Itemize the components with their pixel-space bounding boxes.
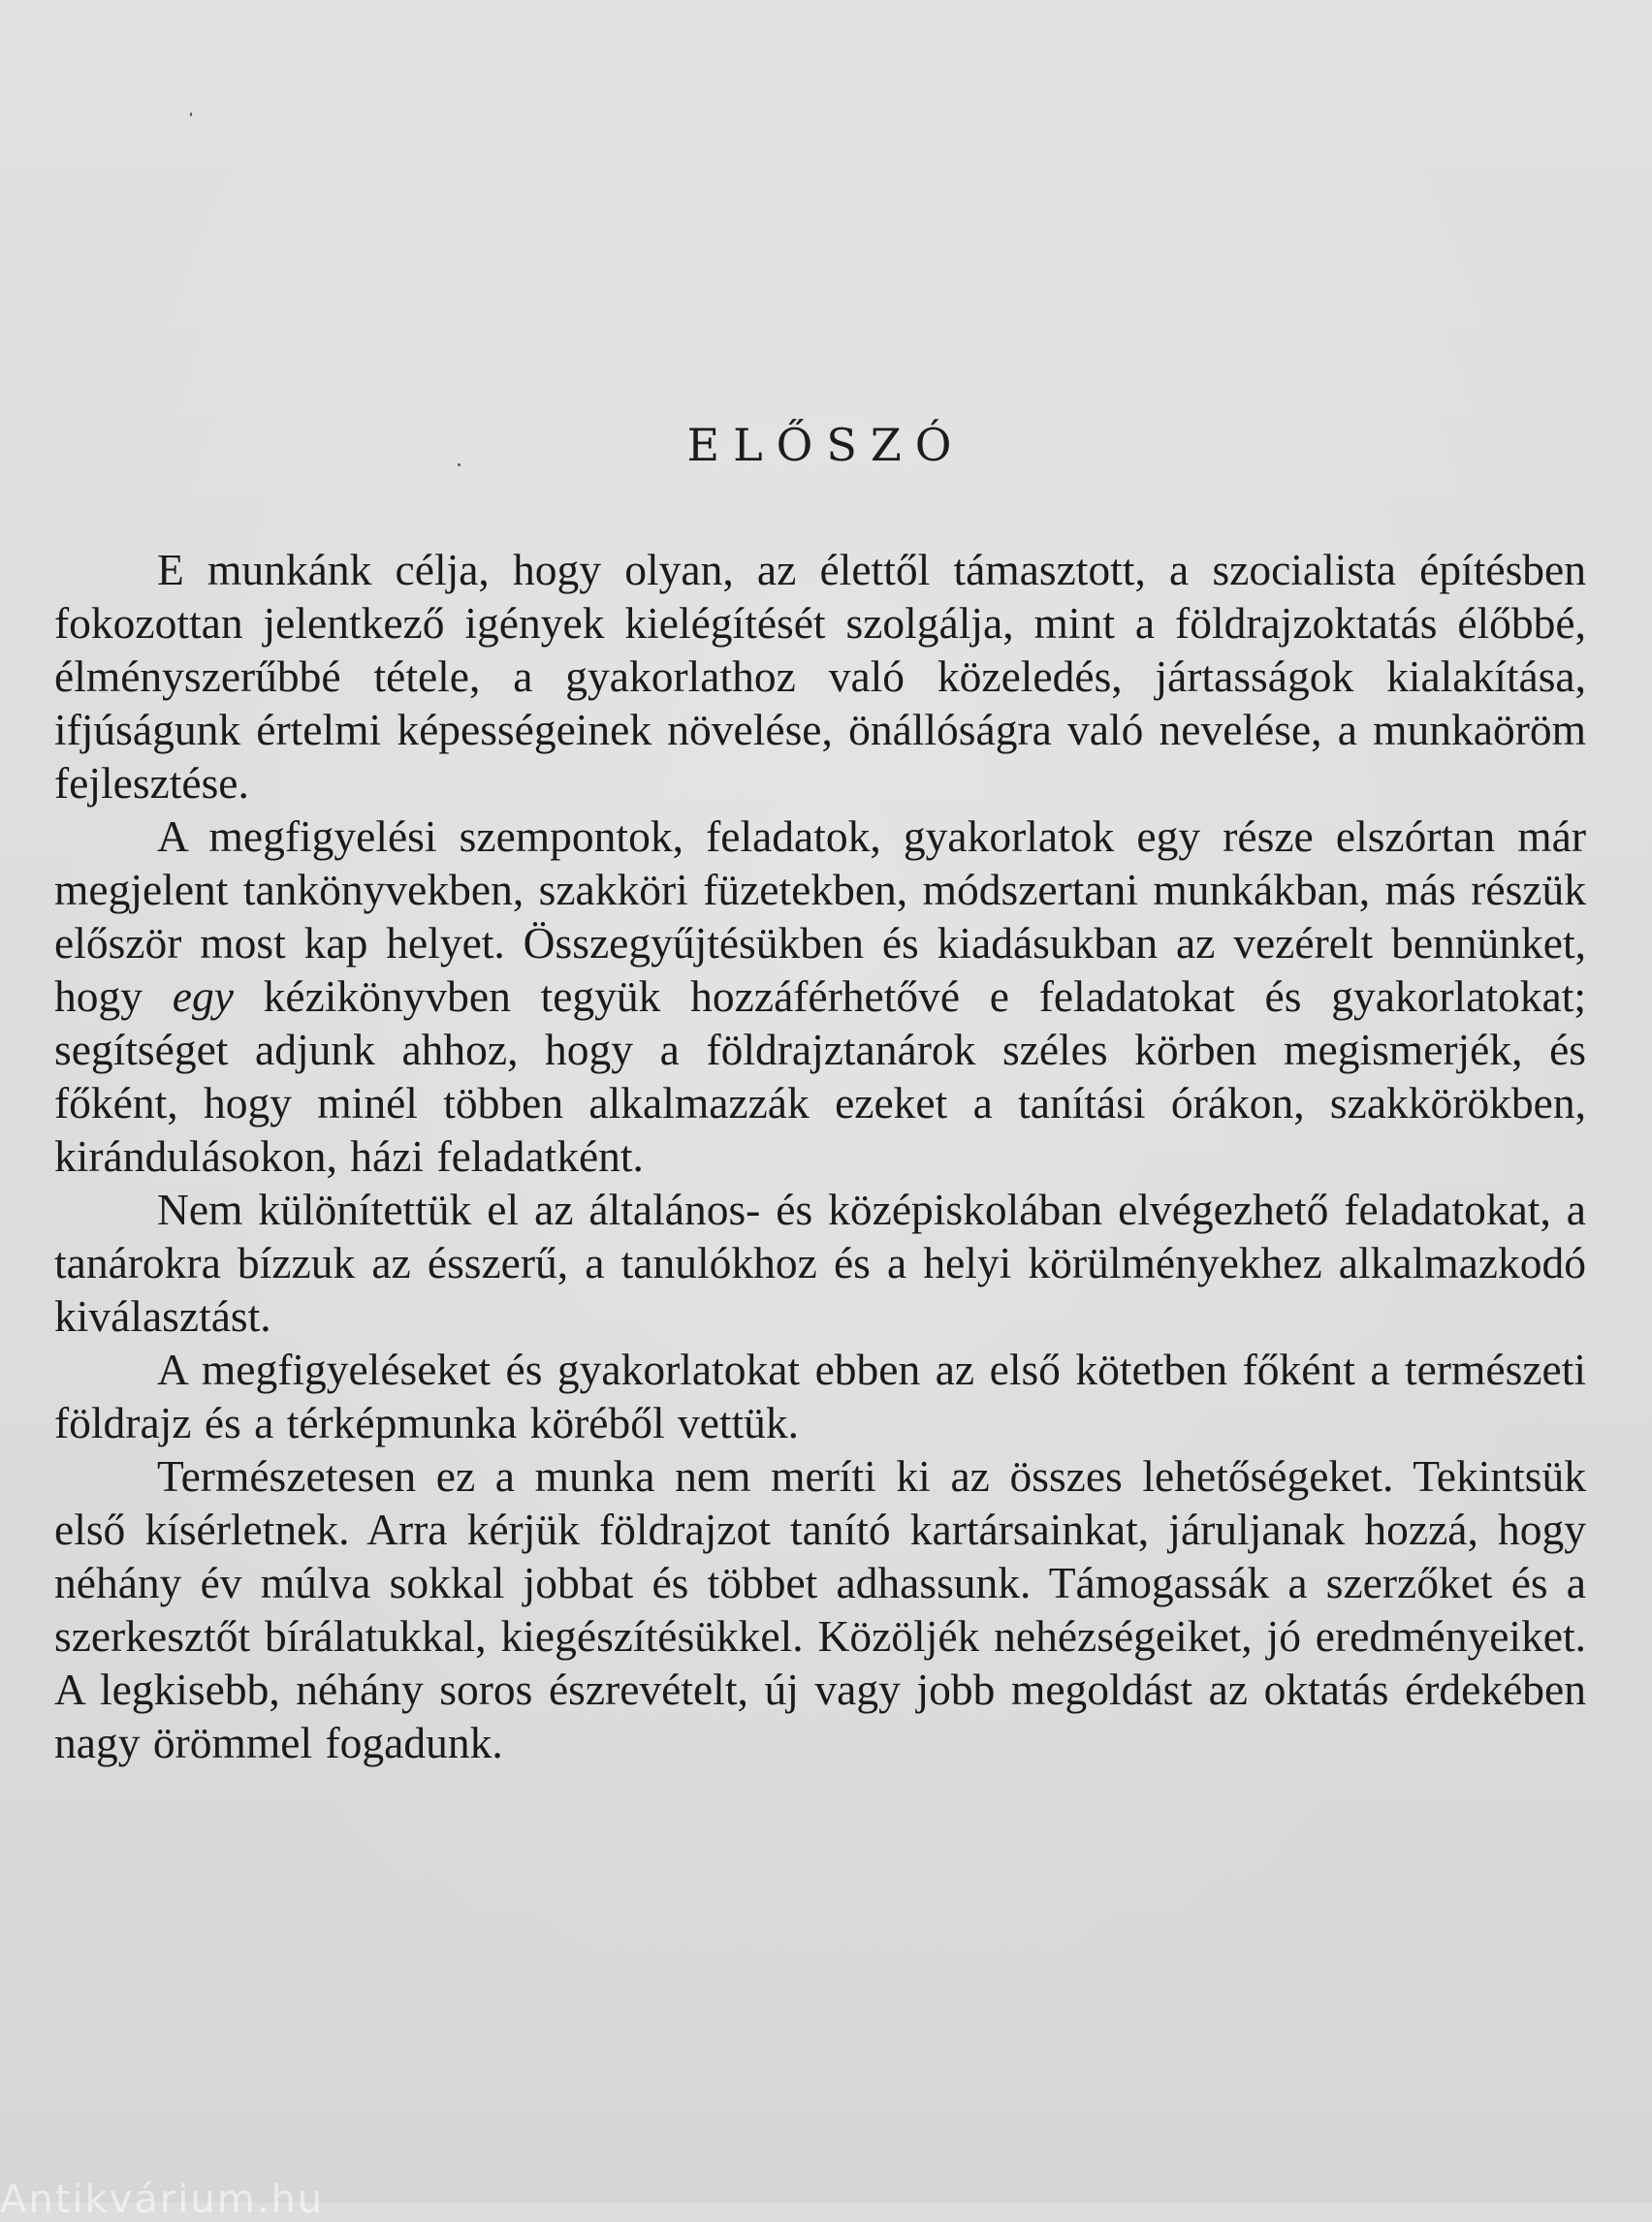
paragraph-2: [54, 809, 1586, 1183]
paper-speck: [190, 112, 192, 116]
paragraph-3: Nem különítettük el az általános- és középiskolában elvégezhető feladatokat, a tanárokra bízzuk az ésszerű, a tanulókhoz és a helyi körülményekhez alkalmazkodó kiválasztást.: [54, 1185, 1586, 1341]
paragraph-2-emphasis: egy: [172, 971, 234, 1021]
watermark: Antikvárium.hu: [0, 2177, 325, 2222]
paragraph-2-part-2: kézikönyvben tegyük hozzáférhetővé e feladatokat és gyakorlatokat; segítséget adjunk ahhoz, hogy a földrajztanárok széles körben megismerjék, és főként, hogy minél többen alkalmazzák ezeket a tanítási órákon, szakkörökben, kirándulásokon, házi feladatként.: [54, 971, 1587, 1181]
page-title: ELŐSZÓ: [686, 419, 966, 471]
preface-body: [54, 543, 1586, 1769]
paragraph-1: E munkánk célja, hogy olyan, az élettől támasztott, a szocialista építésben fokozottan jelentkező igények kielégítését szolgálja, mint a földrajzoktatás élőbbé, élményszerűbbé tétele, a gyakorlathoz való közeledés, jártasságok kialakítása, ifjúságunk értelmi képességeinek növelése, önállóságra való nevelése, a munkaöröm fejlesztése.: [54, 545, 1586, 808]
paragraph-5: Természetesen ez a munka nem meríti ki az összes lehetőségeket. Tekintsük első kísérletnek. Arra kérjük földrajzot tanító kartársainkat, járuljanak hozzá, hogy néhány év múlva sokkal jobbat és többet adhassunk. Támogassák a szerzőket és a szerkesztőt bírálatukkal, kiegészítésükkel. Közöljék nehézségeiket, jó eredményeiket. A legkisebb, néhány soros észrevételt, új vagy jobb megoldást az oktatás érdekében nagy örömmel fogadunk.: [54, 1451, 1586, 1767]
paragraph-4: A megfigyeléseket és gyakorlatokat ebben az első kötetben főként a természeti földrajz és a térképmunka köréből vettük.: [54, 1345, 1586, 1447]
paragraph-2-part-1: A megfigyelési szempontok, feladatok, gyakorlatok egy része elszórtan már megjelent tankönyvekben, szakköri füzetekben, módszertani munkákban, más részük először most kap helyet. Összegyűjtésükben és kiadásukban az vezérelt bennünket, hogy: [54, 811, 1586, 1021]
